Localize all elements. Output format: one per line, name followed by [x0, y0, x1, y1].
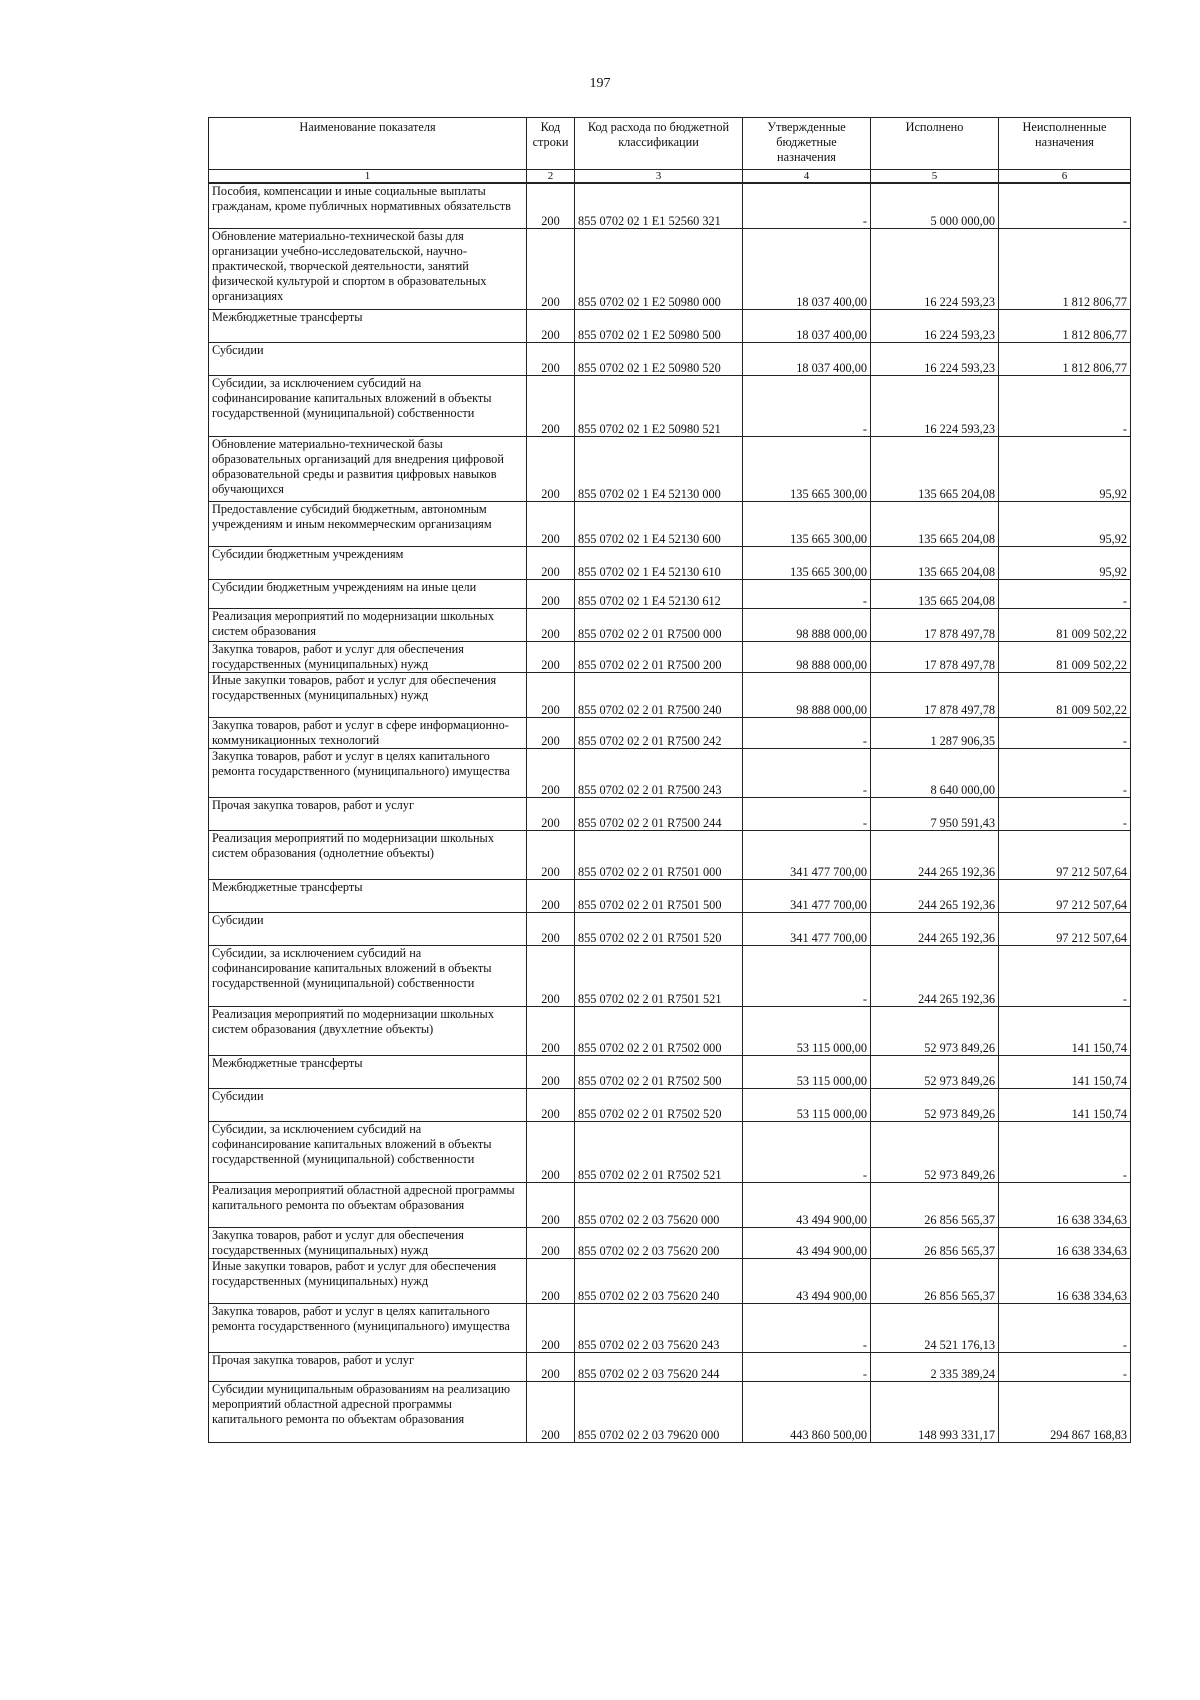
- header-executed: Исполнено: [871, 118, 999, 170]
- row-budget-code: 855 0702 02 2 03 75620 240: [575, 1259, 743, 1304]
- table-row: [209, 229, 1131, 310]
- row-approved-amount: 341 477 700,00: [743, 913, 871, 946]
- row-line-code: 200: [527, 1259, 575, 1304]
- row-name: Закупка товаров, работ и услуг для обеспечения государственных (муниципальных) нужд: [209, 1228, 527, 1259]
- header-unexecuted: Неисполненные назначения: [999, 118, 1131, 170]
- row-name: Закупка товаров, работ и услуг для обеспечения государственных (муниципальных) нужд: [209, 642, 527, 673]
- row-unexecuted-amount: 141 150,74: [999, 1089, 1131, 1122]
- row-budget-code: 855 0702 02 2 01 R7500 243: [575, 749, 743, 798]
- row-budget-code: 855 0702 02 2 01 R7500 242: [575, 718, 743, 749]
- table-row: [209, 183, 1131, 229]
- row-unexecuted-amount: 95,92: [999, 547, 1131, 580]
- row-line-code: 200: [527, 1382, 575, 1443]
- row-unexecuted-amount: -: [999, 1304, 1131, 1353]
- row-approved-amount: 341 477 700,00: [743, 831, 871, 880]
- row-executed-amount: 17 878 497,78: [871, 642, 999, 673]
- column-number: 5: [871, 170, 999, 184]
- row-unexecuted-amount: -: [999, 580, 1131, 609]
- row-budget-code: 855 0702 02 2 01 R7502 520: [575, 1089, 743, 1122]
- row-executed-amount: 7 950 591,43: [871, 798, 999, 831]
- row-line-code: 200: [527, 642, 575, 673]
- row-unexecuted-amount: -: [999, 183, 1131, 229]
- row-line-code: 200: [527, 376, 575, 437]
- column-number: 2: [527, 170, 575, 184]
- header-line-code: Код строки: [527, 118, 575, 170]
- row-executed-amount: 1 287 906,35: [871, 718, 999, 749]
- row-executed-amount: 52 973 849,26: [871, 1089, 999, 1122]
- row-name: Реализация мероприятий областной адресной программы капитального ремонта по объектам образования: [209, 1183, 527, 1228]
- table-header-row: [209, 118, 1131, 170]
- row-name: Межбюджетные трансферты: [209, 310, 527, 343]
- row-unexecuted-amount: -: [999, 749, 1131, 798]
- row-approved-amount: -: [743, 580, 871, 609]
- table-row: [209, 343, 1131, 376]
- column-number: 4: [743, 170, 871, 184]
- row-name: Межбюджетные трансферты: [209, 1056, 527, 1089]
- row-approved-amount: 18 037 400,00: [743, 229, 871, 310]
- row-budget-code: 855 0702 02 2 01 R7502 000: [575, 1007, 743, 1056]
- row-line-code: 200: [527, 880, 575, 913]
- row-executed-amount: 52 973 849,26: [871, 1056, 999, 1089]
- table-row: [209, 310, 1131, 343]
- table-row: [209, 673, 1131, 718]
- table-row: [209, 1259, 1131, 1304]
- row-budget-code: 855 0702 02 2 01 R7501 000: [575, 831, 743, 880]
- row-unexecuted-amount: 81 009 502,22: [999, 673, 1131, 718]
- table-row: [209, 1183, 1131, 1228]
- table-row: [209, 580, 1131, 609]
- row-budget-code: 855 0702 02 1 E4 52130 600: [575, 502, 743, 547]
- row-approved-amount: 43 494 900,00: [743, 1259, 871, 1304]
- row-line-code: 200: [527, 673, 575, 718]
- row-unexecuted-amount: 95,92: [999, 502, 1131, 547]
- row-line-code: 200: [527, 798, 575, 831]
- row-line-code: 200: [527, 343, 575, 376]
- row-executed-amount: 244 265 192,36: [871, 831, 999, 880]
- row-approved-amount: 135 665 300,00: [743, 437, 871, 502]
- row-budget-code: 855 0702 02 1 E2 50980 521: [575, 376, 743, 437]
- table-row: [209, 609, 1131, 642]
- row-unexecuted-amount: 141 150,74: [999, 1056, 1131, 1089]
- row-name: Субсидии, за исключением субсидий на софинансирование капитальных вложений в объекты государственной (муниципальной) собственности: [209, 946, 527, 1007]
- row-approved-amount: -: [743, 1122, 871, 1183]
- row-name: Субсидии: [209, 913, 527, 946]
- row-executed-amount: 24 521 176,13: [871, 1304, 999, 1353]
- row-line-code: 200: [527, 1353, 575, 1382]
- row-budget-code: 855 0702 02 2 03 75620 243: [575, 1304, 743, 1353]
- row-executed-amount: 16 224 593,23: [871, 343, 999, 376]
- row-line-code: 200: [527, 229, 575, 310]
- row-unexecuted-amount: 294 867 168,83: [999, 1382, 1131, 1443]
- row-budget-code: 855 0702 02 2 01 R7502 521: [575, 1122, 743, 1183]
- row-executed-amount: 52 973 849,26: [871, 1122, 999, 1183]
- row-budget-code: 855 0702 02 1 E2 50980 520: [575, 343, 743, 376]
- row-unexecuted-amount: 16 638 334,63: [999, 1259, 1131, 1304]
- row-approved-amount: -: [743, 749, 871, 798]
- row-executed-amount: 135 665 204,08: [871, 547, 999, 580]
- row-executed-amount: 5 000 000,00: [871, 183, 999, 229]
- row-approved-amount: 98 888 000,00: [743, 642, 871, 673]
- header-budget-code: Код расхода по бюджетной классификации: [575, 118, 743, 170]
- row-budget-code: 855 0702 02 1 E4 52130 610: [575, 547, 743, 580]
- table-row: [209, 946, 1131, 1007]
- row-unexecuted-amount: 95,92: [999, 437, 1131, 502]
- row-line-code: 200: [527, 1183, 575, 1228]
- row-unexecuted-amount: 16 638 334,63: [999, 1183, 1131, 1228]
- row-unexecuted-amount: -: [999, 376, 1131, 437]
- row-budget-code: 855 0702 02 1 E2 50980 500: [575, 310, 743, 343]
- row-approved-amount: 53 115 000,00: [743, 1089, 871, 1122]
- table-body: [209, 183, 1131, 1443]
- row-budget-code: 855 0702 02 2 01 R7501 521: [575, 946, 743, 1007]
- row-budget-code: 855 0702 02 1 E4 52130 000: [575, 437, 743, 502]
- row-name: Прочая закупка товаров, работ и услуг: [209, 798, 527, 831]
- row-line-code: 200: [527, 831, 575, 880]
- row-approved-amount: 135 665 300,00: [743, 502, 871, 547]
- row-name: Закупка товаров, работ и услуг в целях капитального ремонта государственного (муниципального) имущества: [209, 1304, 527, 1353]
- row-unexecuted-amount: -: [999, 946, 1131, 1007]
- row-executed-amount: 2 335 389,24: [871, 1353, 999, 1382]
- row-budget-code: 855 0702 02 2 01 R7501 520: [575, 913, 743, 946]
- row-name: Обновление материально-технической базы образовательных организаций для внедрения цифровой образовательной среды и развития цифровых навыков обучающихся: [209, 437, 527, 502]
- column-number: 6: [999, 170, 1131, 184]
- table-row: [209, 831, 1131, 880]
- row-name: Реализация мероприятий по модернизации школьных систем образования (двухлетние объекты): [209, 1007, 527, 1056]
- row-budget-code: 855 0702 02 2 01 R7500 244: [575, 798, 743, 831]
- row-name: Иные закупки товаров, работ и услуг для обеспечения государственных (муниципальных) нужд: [209, 673, 527, 718]
- row-name: Реализация мероприятий по модернизации школьных систем образования: [209, 609, 527, 642]
- header-indicator-name: Наименование показателя: [209, 118, 527, 170]
- row-approved-amount: 98 888 000,00: [743, 673, 871, 718]
- table-row: [209, 437, 1131, 502]
- row-unexecuted-amount: -: [999, 718, 1131, 749]
- table-row: [209, 1089, 1131, 1122]
- row-unexecuted-amount: 141 150,74: [999, 1007, 1131, 1056]
- row-executed-amount: 52 973 849,26: [871, 1007, 999, 1056]
- row-budget-code: 855 0702 02 2 03 75620 000: [575, 1183, 743, 1228]
- row-budget-code: 855 0702 02 2 03 75620 200: [575, 1228, 743, 1259]
- row-line-code: 200: [527, 580, 575, 609]
- row-unexecuted-amount: 1 812 806,77: [999, 229, 1131, 310]
- table-row: [209, 547, 1131, 580]
- page-number: 197: [589, 76, 611, 91]
- row-budget-code: 855 0702 02 2 03 75620 244: [575, 1353, 743, 1382]
- table-row: [209, 1056, 1131, 1089]
- row-name: Закупка товаров, работ и услуг в сфере информационно-коммуникационных технологий: [209, 718, 527, 749]
- row-budget-code: 855 0702 02 2 01 R7500 200: [575, 642, 743, 673]
- row-name: Межбюджетные трансферты: [209, 880, 527, 913]
- row-approved-amount: -: [743, 1304, 871, 1353]
- row-name: Субсидии: [209, 1089, 527, 1122]
- row-line-code: 200: [527, 547, 575, 580]
- table-row: [209, 1228, 1131, 1259]
- row-approved-amount: 53 115 000,00: [743, 1056, 871, 1089]
- table-row: [209, 880, 1131, 913]
- row-approved-amount: -: [743, 798, 871, 831]
- row-line-code: 200: [527, 502, 575, 547]
- header-approved: Утвержденные бюджетные назначения: [743, 118, 871, 170]
- row-line-code: 200: [527, 437, 575, 502]
- row-name: Субсидии, за исключением субсидий на софинансирование капитальных вложений в объекты государственной (муниципальной) собственности: [209, 376, 527, 437]
- table-row: [209, 1353, 1131, 1382]
- row-unexecuted-amount: 16 638 334,63: [999, 1228, 1131, 1259]
- row-executed-amount: 244 265 192,36: [871, 913, 999, 946]
- row-line-code: 200: [527, 946, 575, 1007]
- row-name: Реализация мероприятий по модернизации школьных систем образования (однолетние объекты): [209, 831, 527, 880]
- row-name: Иные закупки товаров, работ и услуг для обеспечения государственных (муниципальных) нужд: [209, 1259, 527, 1304]
- table-row: [209, 502, 1131, 547]
- row-unexecuted-amount: 81 009 502,22: [999, 609, 1131, 642]
- row-approved-amount: 98 888 000,00: [743, 609, 871, 642]
- row-executed-amount: 16 224 593,23: [871, 229, 999, 310]
- row-unexecuted-amount: 97 212 507,64: [999, 831, 1131, 880]
- row-line-code: 200: [527, 183, 575, 229]
- row-unexecuted-amount: 1 812 806,77: [999, 310, 1131, 343]
- row-line-code: 200: [527, 1122, 575, 1183]
- table-row: [209, 1304, 1131, 1353]
- row-name: Обновление материально-технической базы для организации учебно-исследовательской, научно-практической, творческой деятельности, занятий физической культурой и спортом в образовательных организациях: [209, 229, 527, 310]
- table-row: [209, 1007, 1131, 1056]
- row-budget-code: 855 0702 02 2 01 R7502 500: [575, 1056, 743, 1089]
- row-unexecuted-amount: 1 812 806,77: [999, 343, 1131, 376]
- row-approved-amount: 443 860 500,00: [743, 1382, 871, 1443]
- table-row: [209, 642, 1131, 673]
- table-row: [209, 718, 1131, 749]
- row-line-code: 200: [527, 1007, 575, 1056]
- row-approved-amount: 18 037 400,00: [743, 343, 871, 376]
- row-name: Субсидии, за исключением субсидий на софинансирование капитальных вложений в объекты государственной (муниципальной) собственности: [209, 1122, 527, 1183]
- row-line-code: 200: [527, 1304, 575, 1353]
- table-row: [209, 1382, 1131, 1443]
- row-executed-amount: 148 993 331,17: [871, 1382, 999, 1443]
- row-budget-code: 855 0702 02 1 E2 50980 000: [575, 229, 743, 310]
- row-executed-amount: 16 224 593,23: [871, 376, 999, 437]
- row-approved-amount: 43 494 900,00: [743, 1228, 871, 1259]
- row-unexecuted-amount: -: [999, 1122, 1131, 1183]
- row-executed-amount: 26 856 565,37: [871, 1228, 999, 1259]
- row-name: Пособия, компенсации и иные социальные выплаты гражданам, кроме публичных нормативных обязательств: [209, 183, 527, 229]
- row-line-code: 200: [527, 609, 575, 642]
- row-approved-amount: 18 037 400,00: [743, 310, 871, 343]
- row-unexecuted-amount: -: [999, 1353, 1131, 1382]
- row-unexecuted-amount: 97 212 507,64: [999, 880, 1131, 913]
- row-approved-amount: -: [743, 376, 871, 437]
- row-unexecuted-amount: 97 212 507,64: [999, 913, 1131, 946]
- row-executed-amount: 26 856 565,37: [871, 1259, 999, 1304]
- row-name: Субсидии бюджетным учреждениям на иные цели: [209, 580, 527, 609]
- row-executed-amount: 244 265 192,36: [871, 946, 999, 1007]
- row-approved-amount: 135 665 300,00: [743, 547, 871, 580]
- row-executed-amount: 135 665 204,08: [871, 502, 999, 547]
- column-number: 1: [209, 170, 527, 184]
- row-name: Субсидии муниципальным образованиям на реализацию мероприятий областной адресной программы капитального ремонта по объектам образования: [209, 1382, 527, 1443]
- row-budget-code: 855 0702 02 2 01 R7501 500: [575, 880, 743, 913]
- row-budget-code: 855 0702 02 2 01 R7500 000: [575, 609, 743, 642]
- row-executed-amount: 17 878 497,78: [871, 673, 999, 718]
- row-line-code: 200: [527, 913, 575, 946]
- row-line-code: 200: [527, 310, 575, 343]
- row-executed-amount: 8 640 000,00: [871, 749, 999, 798]
- row-name: Прочая закупка товаров, работ и услуг: [209, 1353, 527, 1382]
- row-budget-code: 855 0702 02 1 E1 52560 321: [575, 183, 743, 229]
- row-name: Предоставление субсидий бюджетным, автономным учреждениям и иным некоммерческим организациям: [209, 502, 527, 547]
- row-line-code: 200: [527, 1228, 575, 1259]
- row-line-code: 200: [527, 718, 575, 749]
- table-row: [209, 376, 1131, 437]
- row-executed-amount: 135 665 204,08: [871, 437, 999, 502]
- row-approved-amount: 53 115 000,00: [743, 1007, 871, 1056]
- row-executed-amount: 244 265 192,36: [871, 880, 999, 913]
- row-budget-code: 855 0702 02 2 01 R7500 240: [575, 673, 743, 718]
- table-row: [209, 798, 1131, 831]
- row-approved-amount: -: [743, 1353, 871, 1382]
- row-line-code: 200: [527, 1089, 575, 1122]
- table-row: [209, 749, 1131, 798]
- row-approved-amount: 341 477 700,00: [743, 880, 871, 913]
- table-row: [209, 1122, 1131, 1183]
- row-name: Субсидии: [209, 343, 527, 376]
- row-name: Субсидии бюджетным учреждениям: [209, 547, 527, 580]
- row-approved-amount: 43 494 900,00: [743, 1183, 871, 1228]
- row-approved-amount: -: [743, 183, 871, 229]
- table-row: [209, 913, 1131, 946]
- row-line-code: 200: [527, 749, 575, 798]
- row-approved-amount: -: [743, 718, 871, 749]
- row-executed-amount: 17 878 497,78: [871, 609, 999, 642]
- row-approved-amount: -: [743, 946, 871, 1007]
- row-budget-code: 855 0702 02 1 E4 52130 612: [575, 580, 743, 609]
- column-number: 3: [575, 170, 743, 184]
- row-unexecuted-amount: -: [999, 798, 1131, 831]
- row-executed-amount: 16 224 593,23: [871, 310, 999, 343]
- row-line-code: 200: [527, 1056, 575, 1089]
- row-executed-amount: 26 856 565,37: [871, 1183, 999, 1228]
- row-name: Закупка товаров, работ и услуг в целях капитального ремонта государственного (муниципального) имущества: [209, 749, 527, 798]
- row-unexecuted-amount: 81 009 502,22: [999, 642, 1131, 673]
- column-number-row: [209, 170, 1131, 184]
- budget-execution-table: [208, 117, 1131, 1443]
- row-executed-amount: 135 665 204,08: [871, 580, 999, 609]
- row-budget-code: 855 0702 02 2 03 79620 000: [575, 1382, 743, 1443]
